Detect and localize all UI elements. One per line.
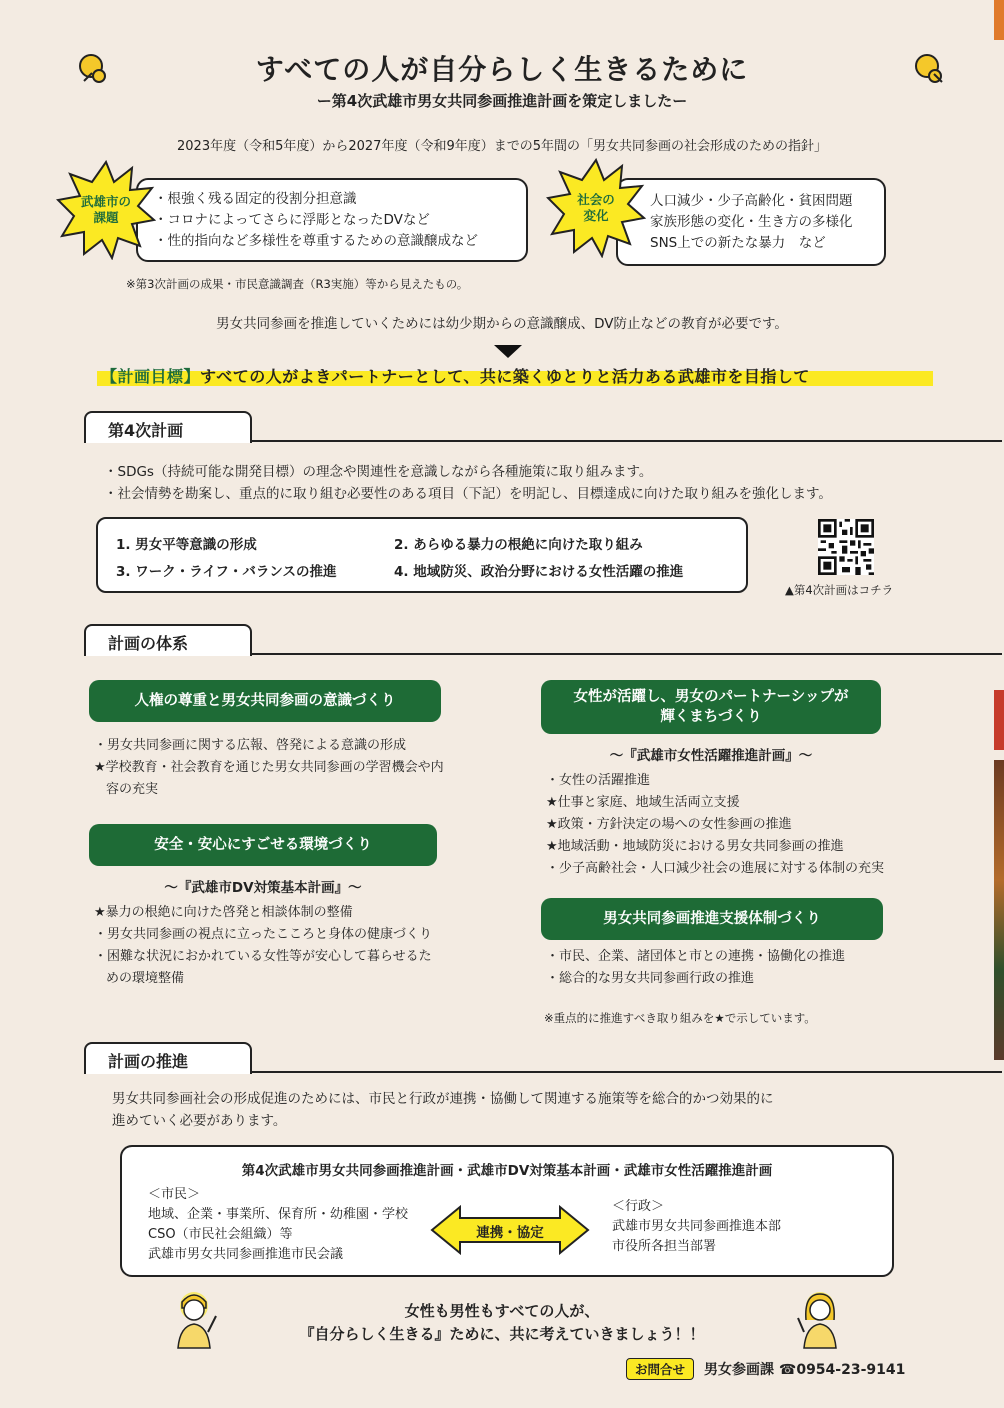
pillar-title: 人権の尊重と男女共同参画の意識づくり [89,680,441,722]
star-note: ※重点的に推進すべき取り組みを★で示しています。 [544,1011,816,1025]
qr-code[interactable] [818,519,874,575]
qr-caption: ▲第4次計画はコチラ [785,583,894,597]
issues-box [136,178,528,262]
plan4-description: ・SDGs（持続可能な開発目標）の理念や関連性を意識しながら各種施策に取り組みます。 ・社会情勢を勘案し、重点的に取り組む必要性のある項目（下記）を明記し、目標達成に向けた取り組みを強化します。 [104,464,832,502]
section-heading [84,411,1004,445]
change-item: 人口減少・少子高齢化・貧困問題 [650,193,853,209]
edge-decoration [994,690,1004,750]
priority-item: 3. ワーク・ライフ・バランスの推進 [116,564,337,580]
section-title: 第4次計画 [84,411,252,443]
pillar-items: ・男女共同参画に関する広報、啓発による意識の形成 ★学校教育・社会教育を通じた男女共同参画の学習機会や内容の充実 [94,738,444,797]
section-title: 計画の体系 [84,624,252,656]
priority-item: 2. あらゆる暴力の根絶に向けた取り組み [394,537,643,553]
pillar-items: ・女性の活躍推進 ★仕事と家庭、地域生活両立支援 ★政策・方針決定の場への女性参画の推進 ★地域活動・地域防災における男女共同参画の推進 ・少子高齢社会・人口減少社会の進展に対する体制の充実 [546,773,885,876]
page-title: すべての人が自分らしく生きるために [255,53,749,86]
changes-box [616,178,886,266]
priority-item: 1. 男女平等意識の形成 [116,537,257,553]
section-title: 計画の推進 [84,1042,252,1074]
pillar-title: 安全・安心にすごせる環境づくり [89,824,437,866]
issues-note: ※第3次計画の成果・市民意識調査（R3実施）等から見えたもの。 [126,277,469,291]
issue-item: ・根強く残る固定的役割分担意識 [154,191,357,207]
education-text: 男女共同参画を推進していくためには幼少期からの意識醸成、DV防止などの教育が必要です。 [216,316,788,332]
section-heading [84,624,1004,658]
closing-message: 女性も男性もすべての人が、 『自分らしく生きる』ために、共に考えていきましょう！！ [299,1302,705,1343]
plan-goal: 【計画目標】すべての人がよきパートナーとして、共に築くゆとりと活力ある武雄市を目指して [97,364,933,388]
down-arrow-icon [494,345,522,358]
government-group: ＜行政＞ 武雄市男女共同参画推進本部 市役所各担当部署 [612,1199,782,1254]
contact-tag: お問合せ [626,1358,694,1380]
pillar-subtitle: 〜『武雄市DV対策基本計画』〜 [164,880,362,896]
contact-phone: 男女参画課 ☎0954-23-9141 [704,1362,906,1378]
change-item: SNS上での新たな暴力 など [650,235,826,251]
issue-item: ・コロナによってさらに浮彫となったDVなど [154,212,430,228]
pillar-items: ・市民、企業、諸団体と市との連携・協働化の推進 ・総合的な男女共同参画行政の推進 [546,949,846,986]
contact-info [626,1358,905,1380]
page-subtitle: ー第4次武雄市男女共同参画推進計画を策定しましたー [316,92,688,110]
priority-items-box [96,517,748,593]
citizen-group: ＜市民＞ 地域、企業・事業所、保育所・幼稚園・学校 CSO（市民社会組織）等 武雄市男女共同参画推進市民会議 [148,1187,409,1262]
edge-decoration [994,0,1004,40]
promotion-text: 男女共同参画社会の形成促進のためには、市民と行政が連携・協働して関連する施策等を総合的かつ効果的に 進めていく必要があります。 [112,1091,774,1129]
period-text: 2023年度（令和5年度）から2027年度（令和9年度）までの5年間の「男女共同参画の社会形成のための指針」 [177,139,827,154]
issue-item: ・性的指向など多様性を尊重するための意識醸成など [154,233,478,249]
pillar-title: 男女共同参画推進支援体制づくり [541,898,883,940]
priority-item: 4. 地域防災、政治分野における女性活躍の推進 [394,564,684,580]
section-heading [84,1042,1004,1076]
changes-badge: 社会の変化 [546,158,646,258]
issues-badge: 武雄市の課題 [56,160,156,260]
change-item: 家族形態の変化・生き方の多様化 [650,214,853,230]
pillar-title: 女性が活躍し、男女のパートナーシップが 輝くまちづくり [541,680,881,734]
arrow-label: 連携・協定 [476,1225,544,1241]
pillar-subtitle: 〜『武雄市女性活躍推進計画』〜 [609,748,813,764]
promotion-box [120,1145,894,1277]
promotion-box-title: 第4次武雄市男女共同参画推進計画・武雄市DV対策基本計画・武雄市女性活躍推進計画 [241,1163,773,1179]
pillar-items: ★暴力の根絶に向けた啓発と相談体制の整備 ・男女共同参画の視点に立ったこころと身体の健康づくり ・困難な状況におかれている女性等が安心して暮らせるための環境整備 [94,905,433,986]
edge-photo [994,760,1004,1060]
